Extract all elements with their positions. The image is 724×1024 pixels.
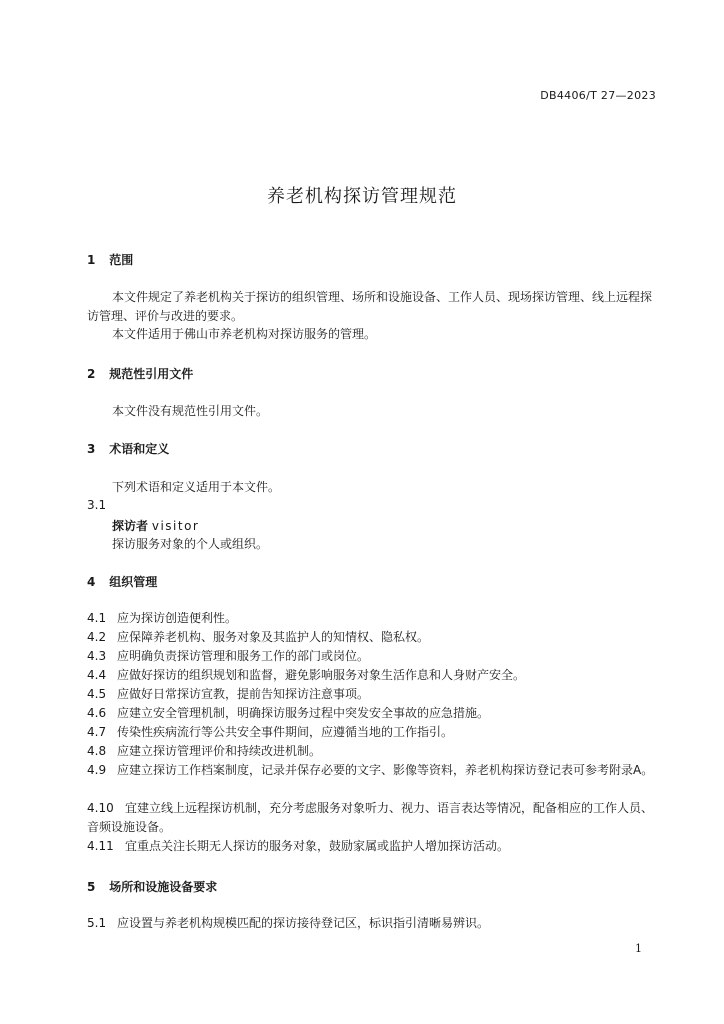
clause-number: 4.11 <box>87 839 114 853</box>
clause-number: 4.9 <box>87 763 107 777</box>
clause <box>87 723 659 742</box>
section-title: 规范性引用文件 <box>109 367 194 381</box>
section-title: 术语和定义 <box>109 442 170 456</box>
document-title: 养老机构探访管理规范 <box>267 186 457 207</box>
section-3-heading <box>87 440 169 457</box>
clause-text: 应做好探访的组织规划和监督，避免影响服务对象生活作息和人身财产安全。 <box>117 668 526 682</box>
section-number: 5 <box>87 880 96 894</box>
term-definition: 探访服务对象的个人或组织。 <box>112 537 269 551</box>
section-title: 组织管理 <box>109 575 158 589</box>
clause <box>87 914 659 933</box>
section-number: 1 <box>87 253 96 267</box>
clause-text: 应建立探访工作档案制度，记录并保存必要的文字、影像等资料，养老机构探访登记表可参考附录A。 <box>117 763 654 777</box>
clause-text: 应明确负责探访管理和服务工作的部门或岗位。 <box>117 649 370 663</box>
section-number: 3 <box>87 442 96 456</box>
section-title: 范围 <box>109 253 134 267</box>
clause-number: 4.1 <box>87 611 107 625</box>
term-name: 探访者 <box>112 519 149 533</box>
section-title: 场所和设施设备要求 <box>109 880 218 894</box>
clause-text: 应为探访创造便利性。 <box>117 611 238 625</box>
paragraph: 本文件规定了养老机构关于探访的组织管理、场所和设施设备、工作人员、现场探访管理、线上远程探访管理、评价与改进的要求。 <box>87 290 653 323</box>
clause-number: 4.3 <box>87 649 107 663</box>
clause-text: 应保障养老机构、服务对象及其监护人的知情权、隐私权。 <box>117 630 430 644</box>
clause-text: 应建立安全管理机制，明确探访服务过程中突发安全事故的应急措施。 <box>117 706 490 720</box>
term-number: 3.1 <box>87 498 107 512</box>
clause <box>87 704 659 723</box>
clause-number: 4.10 <box>87 801 114 815</box>
clause-number: 4.4 <box>87 668 107 682</box>
paragraph: 下列术语和定义适用于本文件。 <box>112 480 281 494</box>
clause <box>87 742 659 761</box>
section-5-heading <box>87 878 217 895</box>
clause <box>87 799 659 837</box>
clause-number: 4.6 <box>87 706 107 720</box>
clause-text: 应设置与养老机构规模匹配的探访接待登记区，标识指引清晰易辨识。 <box>117 916 490 930</box>
clause <box>87 685 659 704</box>
page-number: 1 <box>635 942 642 955</box>
paragraph: 本文件没有规范性引用文件。 <box>112 404 269 418</box>
section-number: 2 <box>87 367 96 381</box>
clause <box>87 647 659 666</box>
section-2-heading <box>87 365 193 382</box>
clause-number: 4.5 <box>87 687 107 701</box>
clause-number: 4.7 <box>87 725 107 739</box>
clause-number: 4.2 <box>87 630 107 644</box>
standard-code: DB4406/T 27—2023 <box>540 89 656 102</box>
clause-text: 宜建立线上远程探访机制，充分考虑服务对象听力、视力、语言表达等情况，配备相应的工作人员、音频设施设备。 <box>87 801 654 834</box>
clause-text: 应建立探访管理评价和持续改进机制。 <box>117 744 322 758</box>
clause <box>87 666 659 685</box>
term-english: visitor <box>151 519 200 533</box>
section-4-heading <box>87 573 157 590</box>
section-1-heading <box>87 251 133 268</box>
clause <box>87 628 659 647</box>
clause <box>87 837 659 856</box>
clause <box>87 609 659 628</box>
clause-number: 5.1 <box>87 916 107 930</box>
clause-text: 应做好日常探访宣教，提前告知探访注意事项。 <box>117 687 370 701</box>
section-number: 4 <box>87 575 96 589</box>
clause-text: 传染性疾病流行等公共安全事件期间，应遵循当地的工作指引。 <box>117 725 454 739</box>
clause <box>87 761 659 780</box>
clause-number: 4.8 <box>87 744 107 758</box>
term-entry <box>112 517 199 534</box>
clause-text: 宜重点关注长期无人探访的服务对象，鼓励家属或监护人增加探访活动。 <box>125 839 510 853</box>
paragraph: 本文件适用于佛山市养老机构对探访服务的管理。 <box>112 327 377 341</box>
